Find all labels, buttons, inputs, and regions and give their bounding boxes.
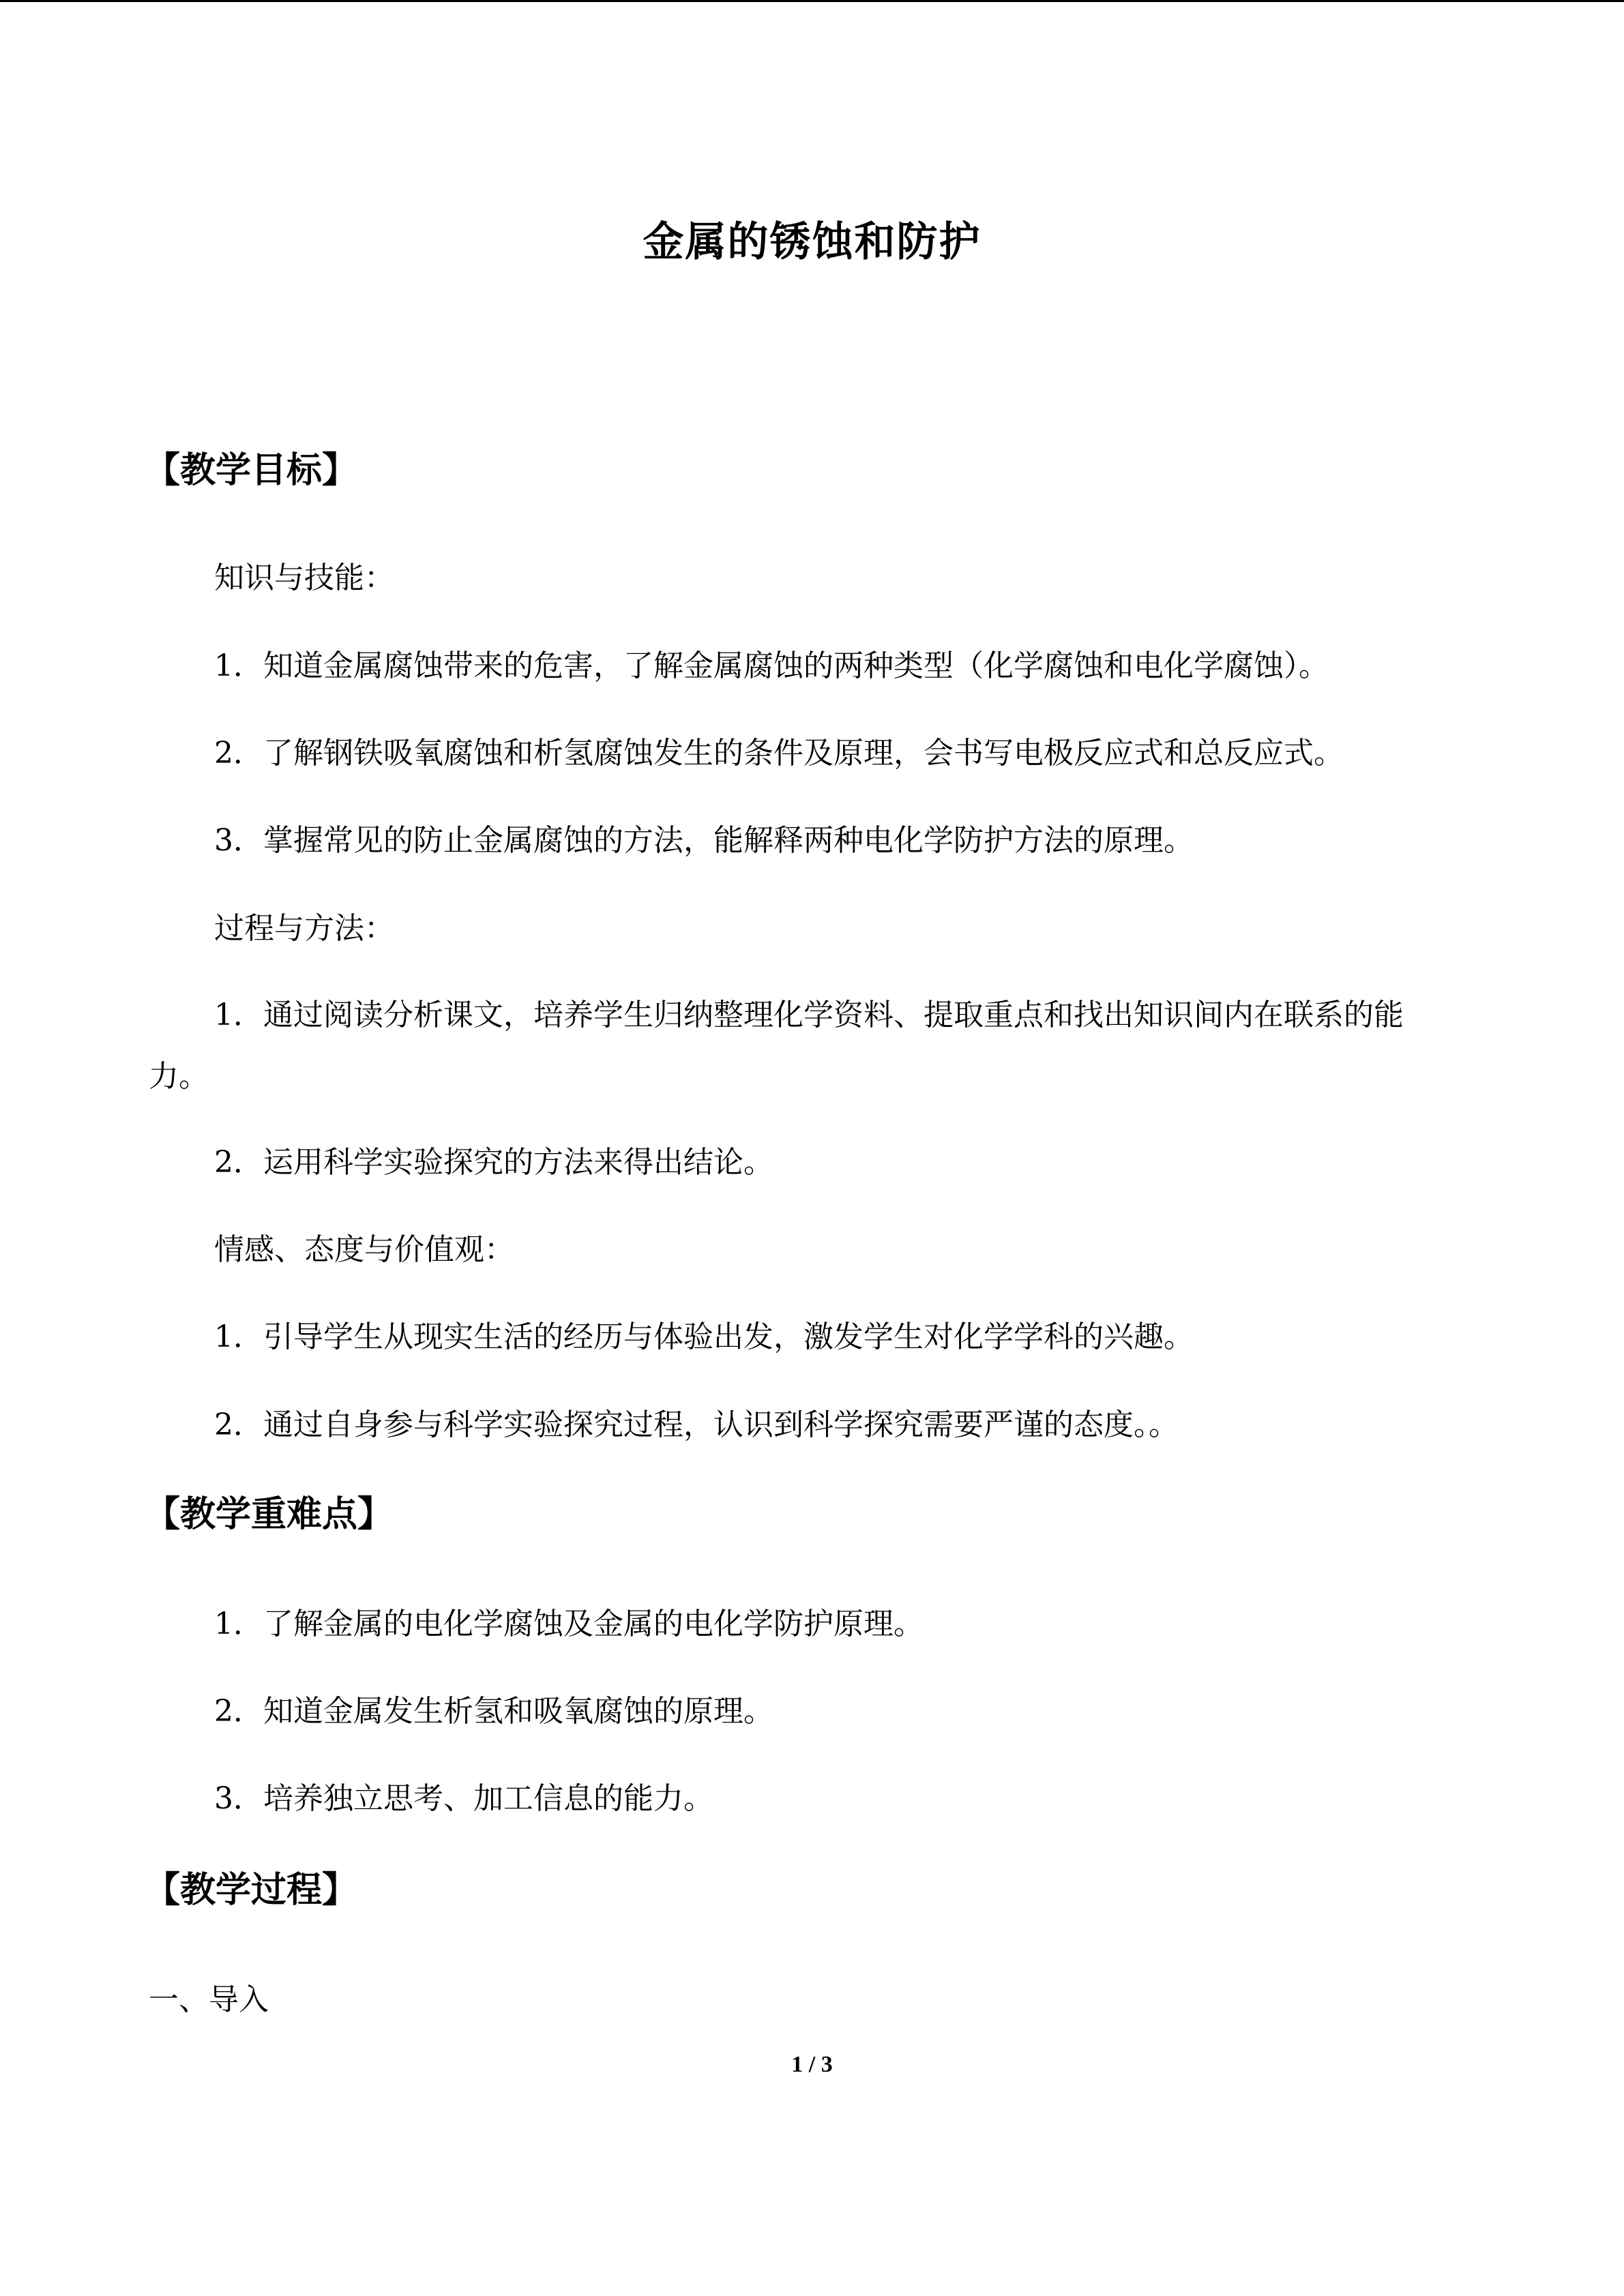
process-label: 过程与方法： (214, 911, 394, 946)
section-heading-process: 【教学过程】 (145, 1870, 358, 1911)
knowledge-label: 知识与技能： (214, 561, 394, 595)
page-number: 1 / 3 (791, 2052, 833, 2077)
section-heading-objectives: 【教学目标】 (145, 450, 358, 491)
section-heading-keypoints: 【教学重难点】 (145, 1494, 394, 1535)
emotion-item-2: 2．通过自身参与科学实验探究过程，认识到科学探究需要严谨的态度。。 (214, 1407, 1179, 1442)
keypoint-item-3: 3．培养独立思考、加工信息的能力。 (214, 1781, 713, 1816)
emotion-label: 情感、态度与价值观： (214, 1232, 514, 1267)
keypoint-item-1: 1．了解金属的电化学腐蚀及金属的电化学防护原理。 (214, 1607, 924, 1641)
keypoint-item-2: 2．知道金属发生析氢和吸氧腐蚀的原理。 (214, 1694, 773, 1729)
process-step-intro: 一、导入 (149, 1982, 269, 2017)
emotion-item-1: 1．引导学生从现实生活的经历与体验出发，激发学生对化学学科的兴趣。 (214, 1320, 1194, 1354)
process-item-2: 2．运用科学实验探究的方法来得出结论。 (214, 1145, 773, 1180)
knowledge-item-1: 1．知道金属腐蚀带来的危害，了解金属腐蚀的两种类型（化学腐蚀和电化学腐蚀）。 (214, 648, 1329, 683)
knowledge-item-3: 3．掌握常见的防止金属腐蚀的方法，能解释两种电化学防护方法的原理。 (214, 823, 1194, 858)
process-item-1: 1．通过阅读分析课文，培养学生归纳整理化学资料、提取重点和找出知识间内在联系的能力。 (149, 998, 1404, 1094)
document-title: 金属的锈蚀和防护 (643, 218, 981, 266)
knowledge-item-2: 2．了解钢铁吸氧腐蚀和析氢腐蚀发生的条件及原理，会书写电极反应式和总反应式。 (214, 736, 1344, 771)
